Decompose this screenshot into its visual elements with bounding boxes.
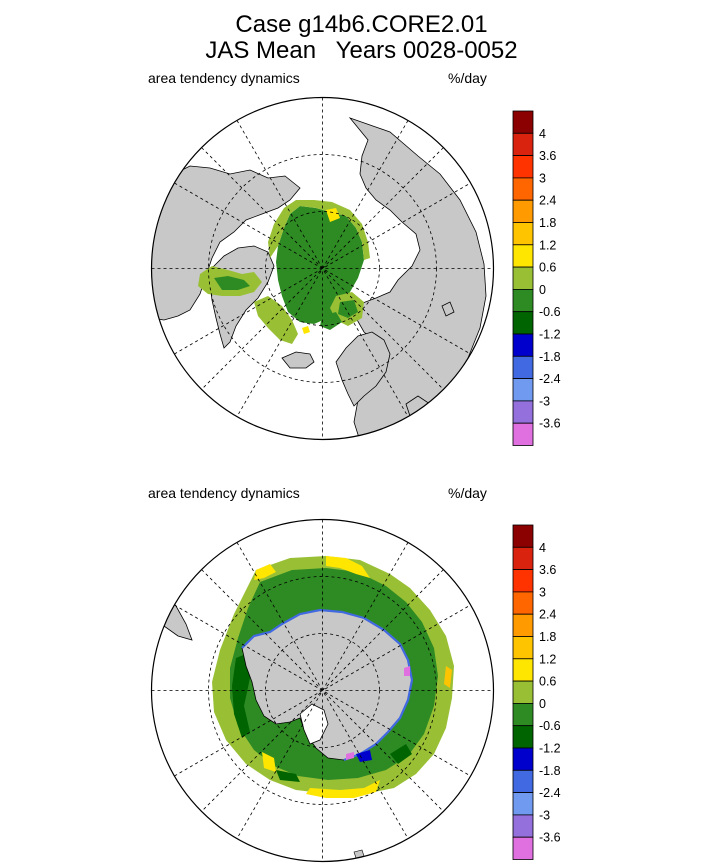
south-colorbar-box [513,703,533,725]
south-colorbar-box [513,614,533,636]
north-colorbar-label: 0.6 [539,260,557,275]
south-colorbar-label: 2.4 [539,607,557,622]
south-colorbar-label: -0.6 [539,719,561,734]
north-colorbar-box [513,312,533,334]
north-colorbar-box [513,334,533,356]
north-panel-left-label: area tendency dynamics [148,70,300,86]
plot-title-line2: JAS Mean Years 0028-0052 [205,37,518,64]
south-colorbar-label: -1.2 [539,741,561,756]
north-panel-units-label: %/day [448,70,487,86]
north-colorbar-label: 3.6 [539,149,557,164]
south-colorbar-label: 1.8 [539,630,557,644]
north-colorbar-box [513,289,533,311]
south-colorbar-box [513,815,533,837]
south-colorbar-label: -3 [539,808,551,823]
north-colorbar-box [513,379,533,401]
south-colorbar-label: -3.6 [539,830,561,845]
south-colorbar-label: 3.6 [539,563,557,578]
north-colorbar-box [513,178,533,200]
south-colorbar-box [513,770,533,792]
north-colorbar-box [513,401,533,423]
south-panel-units-label: %/day [448,485,487,501]
north-colorbar-box [513,200,533,222]
north-colorbar-box [513,111,533,133]
north-colorbar-label: -3 [539,394,551,409]
north-colorbar-label: 2.4 [539,193,557,208]
north-colorbar-label: 1.2 [539,238,557,253]
south-colorbar-box [513,726,533,748]
south-colorbar-label: 0 [539,696,546,711]
south-colorbar-box [513,547,533,569]
north-colorbar-label: -3.6 [539,416,561,431]
north-colorbar-label: 3 [539,171,546,186]
north-colorbar-box [513,423,533,445]
south-colorbar-box [513,570,533,592]
south-colorbar-label: 0.6 [539,674,557,689]
south-colorbar-label: 3 [539,585,546,600]
south-colorbar-box [513,748,533,770]
north-colorbar-label: -1.8 [539,349,561,364]
south-colorbar-label: -2.4 [539,786,561,801]
south-colorbar-label: -1.8 [539,763,561,778]
north-colorbar-label: -0.6 [539,305,561,320]
north-colorbar-box [513,356,533,378]
plot-title-line1: Case g14b6.CORE2.01 [235,11,488,38]
south-colorbar-box [513,793,533,815]
south-colorbar-box [513,659,533,681]
north-colorbar-box [513,133,533,155]
north-colorbar-box [513,245,533,267]
north-polar-map [150,96,495,441]
north-colorbar-box [513,156,533,178]
south-colorbar [505,524,575,864]
north-colorbar-label: -2.4 [539,372,561,387]
south-colorbar-label: 4 [539,540,546,555]
north-colorbar [505,110,575,450]
south-colorbar-box [513,681,533,703]
south-panel-left-label: area tendency dynamics [148,485,300,501]
north-colorbar-label: 1.8 [539,216,557,230]
south-colorbar-box [513,837,533,859]
north-colorbar-box [513,267,533,289]
north-colorbar-box [513,223,533,245]
south-colorbar-box [513,592,533,614]
north-colorbar-label: 4 [539,126,546,141]
north-colorbar-label: 0 [539,282,546,297]
south-colorbar-box [513,525,533,547]
south-polar-map [150,518,495,863]
north-colorbar-label: -1.2 [539,327,561,342]
south-colorbar-box [513,637,533,659]
south-colorbar-label: 1.2 [539,652,557,667]
